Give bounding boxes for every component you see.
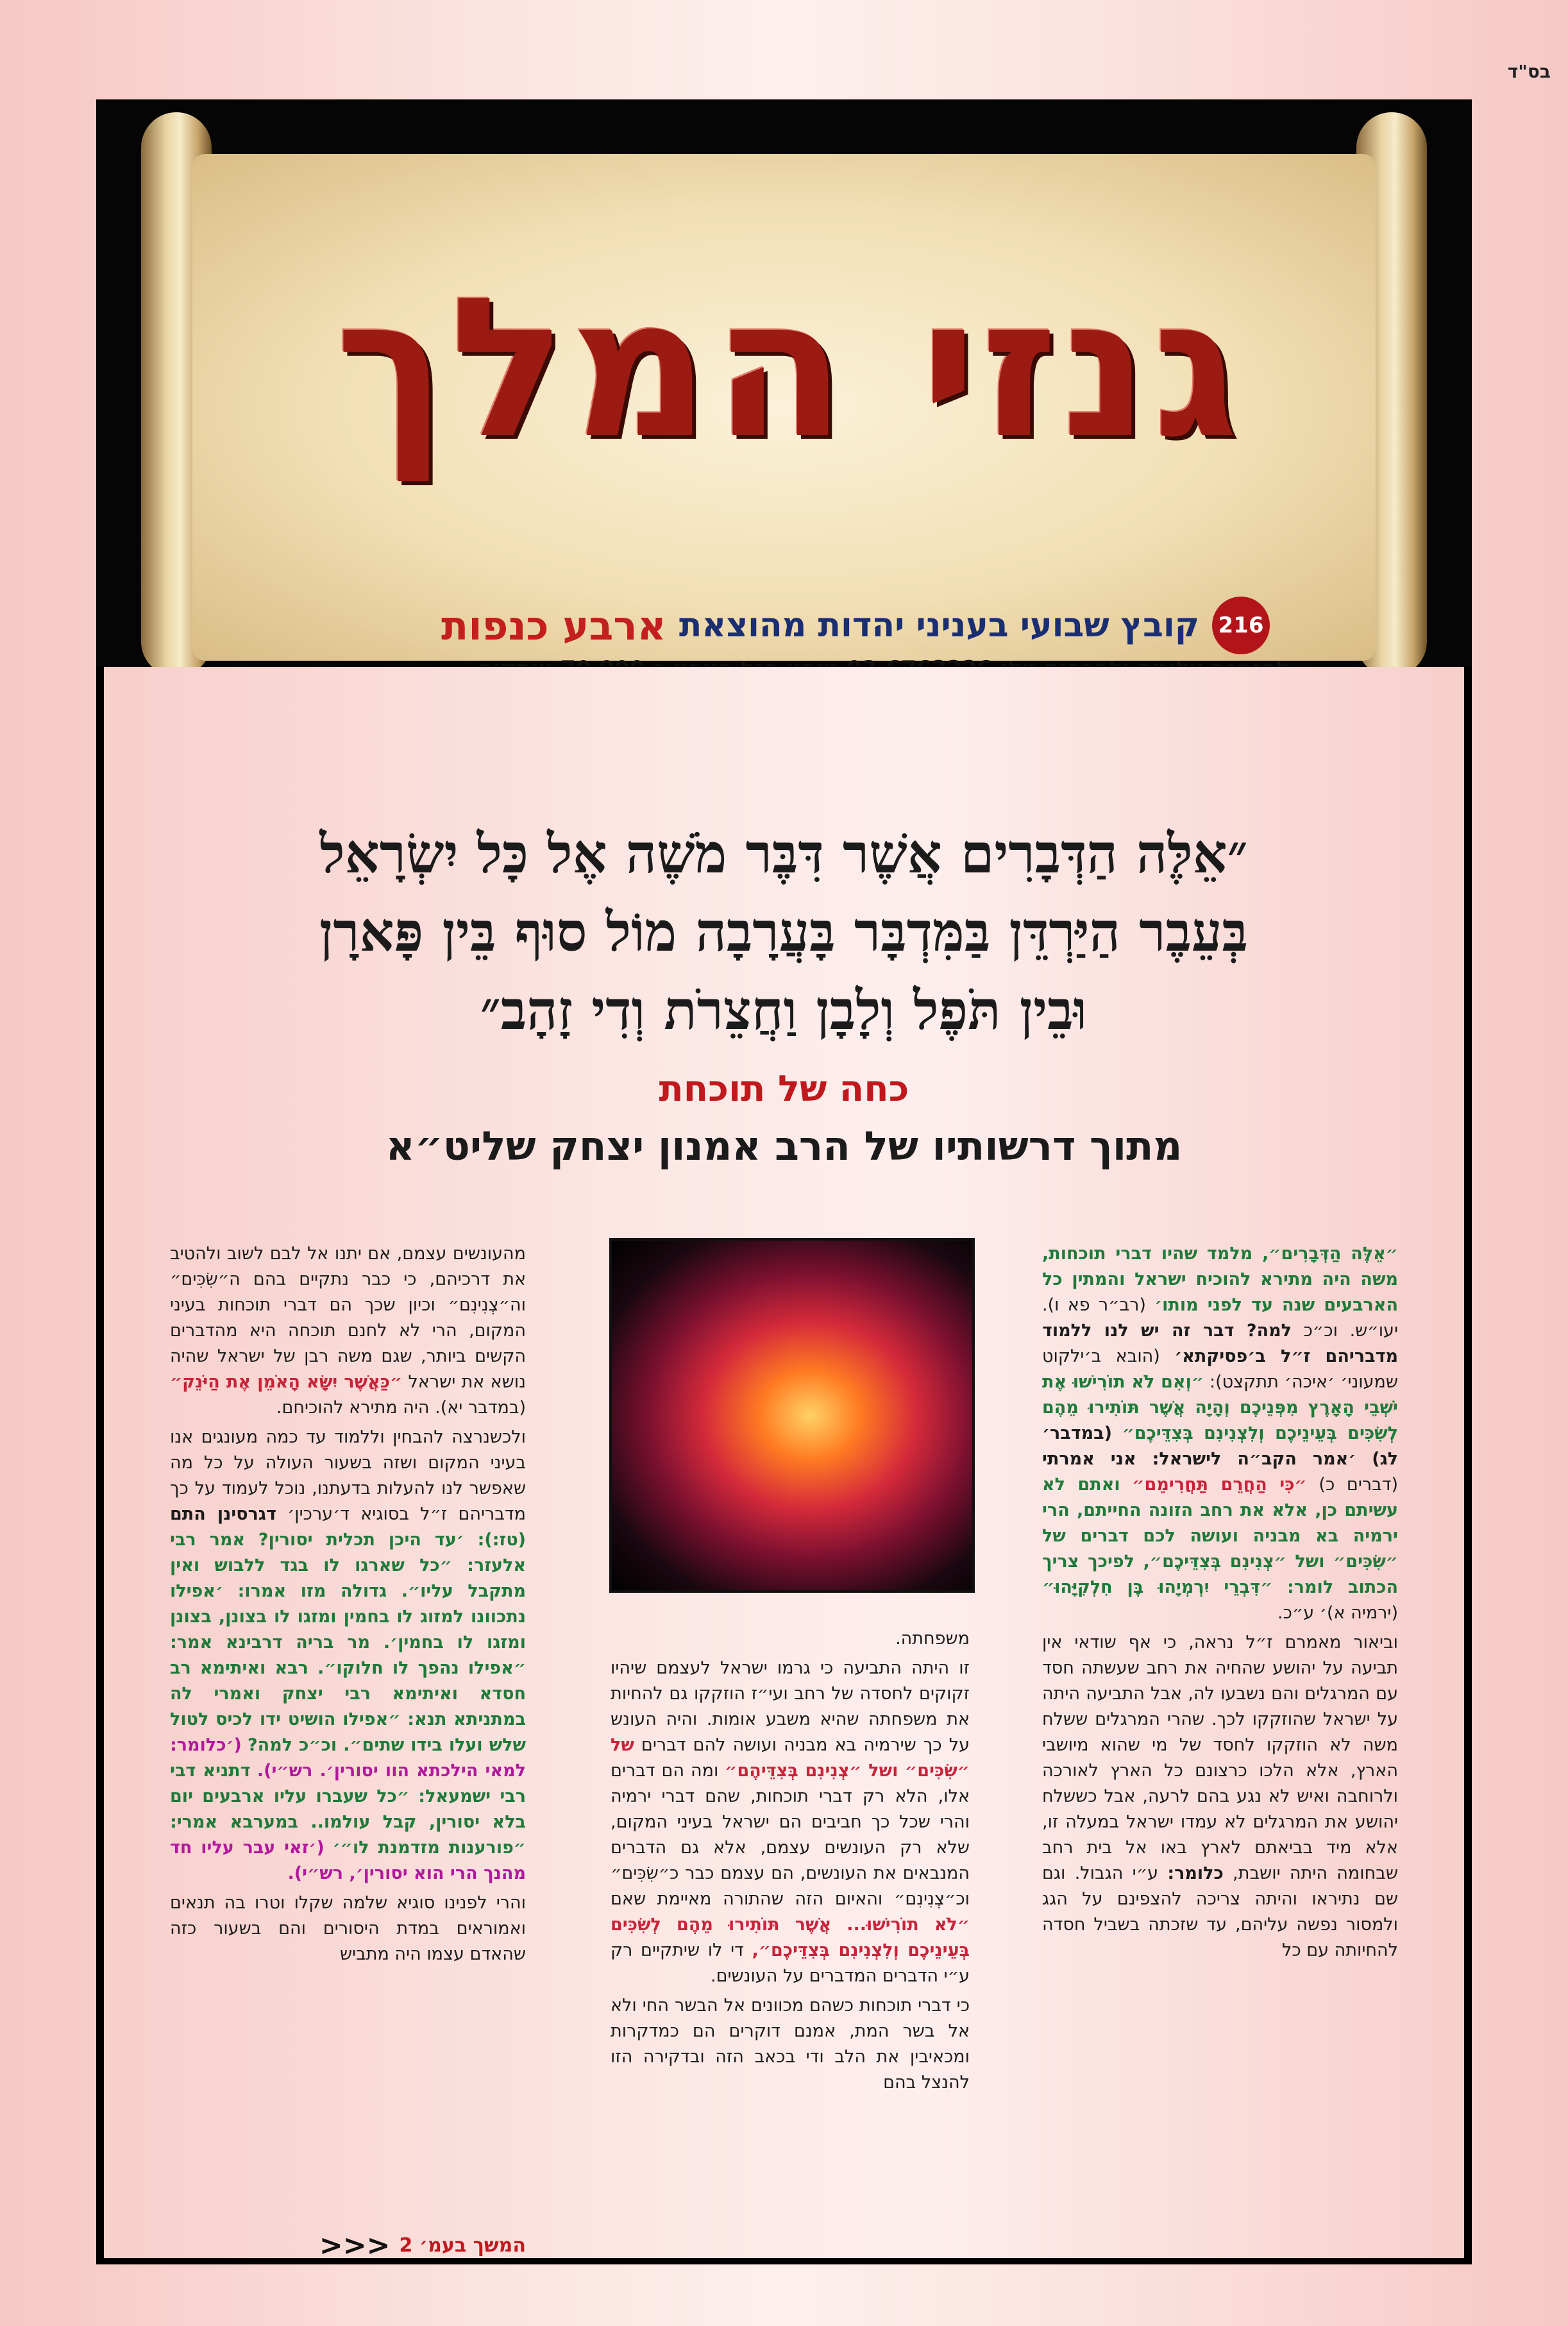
paragraph — [170, 1425, 526, 1887]
quote-text: של ״שִׂכִּים״ ושל ״צְנִינִם בְּצִדֵּיהֶם״ — [611, 1735, 970, 1781]
body-text: למה? דבר זה יש לנו ללמוד מדבריהם ז״ל ב׳פסיקתא׳ — [1042, 1321, 1398, 1366]
subtitle-line — [308, 597, 1270, 654]
quote-text: ״כַּאֲשֶׁר יִשָּׂא הָאֹמֵן אֶת הַיֹּנֵק״ — [170, 1372, 403, 1392]
verse-line-2: בְּעֵבֶר הַיַּרְדֵּן בַּמִּדְבָּר בָּעֲרָבָה מוֹל סוּף בֵּין פָּארָן — [319, 900, 1248, 964]
body-text: כי דברי תוכחות כשהם מכוונים אל הבשר החי ולא אל בשר המת, אמנם דוקרים הם כמדקרות ומכאיבין את הלב ודי בכאב הזה ובדקירה הזו להנצל בהם — [611, 1996, 970, 2093]
quote-text: דתניא דבי רבי ישמעאל: ״כל שעברו עליו ארבעים יום בלא יסורין, קבל עולמו.. במערבא אמרי: ״פורענות מזדמנת לו״׳ — [170, 1761, 527, 1858]
newsletter-frame — [96, 99, 1472, 2264]
source-text: (רב״ר פא ו). יעו״ש. וכ״כ — [1042, 1295, 1398, 1341]
newsletter-title: גנזי המלך — [335, 257, 1243, 480]
body-text: משפחתה. — [895, 1629, 970, 1649]
body-text: (במדבר׳ לג) ׳אמר הקב״ה לישראל: אני אמרתי — [1042, 1423, 1398, 1469]
verse-line-3: וּבֵין תֹּפֶל וְלָבָן וַחֲצֵרֹת וְדִי זָהָב״ — [480, 978, 1088, 1042]
body-text: וביאור מאמרם ז״ל נראה, כי אף שודאי אין תביעה על יהושע שהחיה את רחב שעשתה חסד עם המרגלים והם נשבעו לה, אבל התביעה היתה על ישראל שהוזקקו לכך. שהרי המרגלים ששלח משה לא הוזקקו לחסד של מי שהוא מיושבי הארץ, אלא הלכו כרצונם כל הארץ לאורכה ולרוחבה ואיש לא נגע בהם לרעה, אבל כששלח יהושע את המרגלים לא עמדו ישראל במעלה זו, אלא מיד בביאתם לארץ באו אל בית רחב שבחומה היתה יושבת, — [1042, 1633, 1398, 1883]
issue-number-badge: 216 — [1212, 597, 1270, 654]
quote-text: ״כִּי הַחֲרֵם תַּחֲרִימֵם״ — [1132, 1475, 1307, 1495]
quote-text: ״לֹא תוֹרִישׁוּ... אֲשֶׁר תּוֹתִירוּ מֵהֶם לְשִׂכִּים בְּעֵינֵיכֶם וְלִצְנִינִם בְּצִדֵּיכֶם״, — [611, 1915, 970, 1960]
verse-line-1: ״אֵלֶּה הַדְּבָרִים אֲשֶׁר דִּבֶּר מֹשֶׁה אֶל כָּל יִשְׂרָאֵל — [319, 822, 1248, 885]
paragraph — [170, 1241, 526, 1421]
publisher-logo: ארבע כנפות — [441, 602, 666, 649]
fire-image — [609, 1238, 975, 1593]
main-content — [104, 667, 1464, 2262]
paragraph — [1042, 1630, 1398, 1964]
continue-link[interactable] — [170, 2229, 526, 2262]
body-text: ואתם לא עשיתם כן, אלא את רחב הזונה החייתם, הרי ירמיה בא מבניה ועושה לכם דברים של ״שִׂכִּים״ ושל ״צְנִינִם בְּצִדֵּיכֶם״, לפיכך צריך הכתוב לומר: ״דִּבְרֵי יִרְמְיָהוּ בֶּן חִלְקִיָּהוּ״ — [1042, 1475, 1398, 1597]
paragraph — [1042, 1241, 1398, 1626]
article-subtitle: כחה של תוכחת — [659, 1068, 909, 1110]
body-text: כלומר: — [1167, 1863, 1224, 1883]
quote-text: (טז:): ׳עד היכן תכלית יסורין? אמר רבי אלעזר: ״כל שארגו לו בגד ללבוש ואין מתקבל עליו״. גדולה מזו אמרו: ׳אפילו נתכוונו למזוג לו בחמין ומזגו לו בצונן, בצונן ומזגו לו בחמין׳. מר בריה דרבינא אמר: ״אפילו נהפך לו חלוקו״. רבא ואיתימא רב חסדא ואיתימא רבי יצחק ואמרי לה במתניתא תנא: ״אפילו הושיט ידו לכיס לטול שלש ועלו בידו שתים״. וכ״כ למה? — [170, 1530, 526, 1755]
paragraph — [170, 1890, 526, 1967]
article-byline: מתוך דרשותיו של הרב אמנון יצחק שליט״א — [385, 1123, 1183, 1169]
page-tag: בס"ד — [1507, 61, 1551, 82]
article-column-middle — [611, 1626, 970, 2100]
body-text: די לו שיתקיים רק ע״י הדברים המדברים על העונשים. — [611, 1940, 970, 1986]
header-scroll — [96, 99, 1472, 667]
paragraph — [611, 1626, 970, 1652]
rashi-text: (׳זאי עבר עליו חד מהנך הרי הוא יסורין׳, רש״י). — [170, 1838, 526, 1883]
weekly-text: קובץ שבועי בעניני יהדות מהוצאת — [679, 606, 1199, 645]
article-column-right — [1042, 1241, 1398, 1967]
body-text: דגרסינן התם — [170, 1504, 276, 1524]
body-text: והרי לפנינו סוגיא שלמה שקלו וטרו בה תנאים ואמוראים במדת היסורים והם בשעור כזה שהאדם עצמו היה מתביש — [170, 1893, 526, 1964]
body-text: ע״י הגבול. וגם שם נתיראו והיתה צריכה להצפינם על הגג ולמסור נפשה עליהם, עד שזכתה בשביל חסדה להחיותה עם כל — [1042, 1863, 1398, 1960]
source-text: (ירמיה א)׳ ע״כ. — [1277, 1603, 1398, 1623]
body-text: ולכשנרצה להבחין וללמוד עד כמה מעונגים אנו בעיני המקום ושזה בשעור העולה על כל מה שאפשר לנו להעלות בדעתנו, נוכל לעמוד על כך מדבריהם ז״ל בסוגיא ד׳ערכין׳ — [170, 1427, 526, 1524]
paragraph — [611, 1656, 970, 1989]
paragraph — [611, 1993, 970, 2096]
quote-text: ״אֵלֶּה הַדְּבָרִים״, מלמד שהיו דברי תוכחות, משה היה מתירא להוכיח ישראל והמתין כל הארבעים שנה עד לפני מותו׳ — [1042, 1244, 1398, 1315]
body-text: ומה הם דברים אלו, הלא רק דברי תוכחות, שהם דברי ירמיה והרי שכל כך חביבים הם ישראל בעיני המקום, שלא רק העונשים עצמם, אלא גם הדברים המנבאים את העונשים, הם עצמם כבר כ״שִׂכִּים״ וכ״צְנִינִם״ והאיום הזה שהתורה מאיימת שאם — [611, 1761, 970, 1909]
body-text: זו היתה התביעה כי גרמו ישראל לעצמם שיהיו זקוקים לחסדה של רחב ועי״ז הוזקקו גם להחיות את משפחתה שהיא משבע אומות. והיה העונש על כך שירמיה בא מבניה ועושה להם דברים — [611, 1658, 970, 1755]
torah-verse — [155, 815, 1412, 1049]
article-column-left — [170, 1241, 526, 1971]
source-text: (הובא ב׳ילקוט שמעוני׳ ׳איכה׳ תתקצט): — [1042, 1346, 1398, 1392]
quote-text: ״וְאִם לֹא תוֹרִישׁוּ אֶת יֹשְׁבֵי הָאָרֶץ מִפְּנֵיכֶם וְהָיָה אֲשֶׁר תּוֹתִירוּ מֵהֶם לְשִׂכִּים בְּעֵינֵיכֶם וְלִצְנִינִם בְּצִדֵּיכֶם״ — [1042, 1372, 1398, 1443]
source-text: (דברים כ) — [1319, 1475, 1398, 1495]
rashi-text: (׳כלומר: למאי הילכתא הוו יסורין׳. רש״י). — [170, 1735, 526, 1781]
body-text: מהעונשים עצמם, אם יתנו אל לבם לשוב ולהטיב את דרכיהם, כי כבר נתקיים בהם ה״שִׂכִּים״ וה״צְנִינִם״ וכיון שכך הם דברי תוכחות בעיני המקום, הרי לא לחנם תוכחה היא מהדברים הקשים ביותר, שגם משה רבן של ישראל שהיה נושא את ישראל — [170, 1244, 526, 1392]
continue-arrows-icon: <<< — [319, 2229, 391, 2262]
source-text: (במדבר יא). היה מתירא להוכיחם. — [276, 1398, 526, 1418]
continue-label[interactable]: המשך בעמ׳ 2 — [399, 2234, 526, 2257]
